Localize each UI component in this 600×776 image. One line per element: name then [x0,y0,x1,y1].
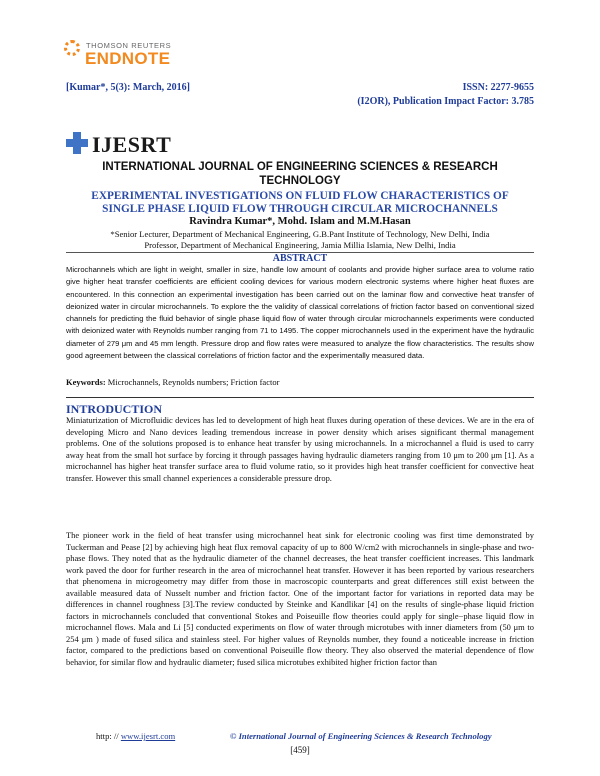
keywords [66,377,534,387]
footer-copyright: © International Journal of Engineering Sciences & Research Technology [230,731,492,741]
affiliation-1: *Senior Lecturer, Department of Mechanical Engineering, G.B.Pant Institute of Technology, New Delhi, India [110,229,490,239]
keywords-text: Microchannels, Reynolds numbers; Friction factor [107,377,280,387]
introduction-paragraph-1: Miniaturization of Microfluidic devices has led to development of high heat fluxes during operation of these devices. We are in the era of developing Micro and Nano devices leading tremendous increase in power density which arises significant thermal management problems. One of the solutions proposed is to enhance heat transfer by using microchannels. In a microchannel a fluid is used to carry away heat from the small hot surface by forcing it through passages having hydraulic diameters ranging from 10 μm to 200 μm [1]. As a microchannel has higher heat transfer surface area to fluid volume ratio, so it provides high heat transfer coefficient for convective heat transfer. However this small channel experiences a considerable pressure drop. [66,415,534,483]
introduction-paragraph-2: The pioneer work in the field of heat transfer using microchannel heat sink for electronic cooling was first time demonstrated by Tuckerman and Pease [2] by achieving high heat flux removal capacity of up to 800 W/cm2 with microchannels in single-phase and two-phase flows. They noted that as the hydraulic diameter of the channel decreases, the heat transfer coefficient increases. This landmark work paved the door for further research in the area of microchannel heat transfer. However it has been reported by various researchers that phenomena in microgeometry may differ from those in macroscopic counterparts and great differences still exist between the available measured data of Nusselt number and friction factor. One of the important factor for variations in reported data may be differences in channel roughness [3].The review conducted by Steinke and Kandlikar [4] on the results of single-phase liquid friction factors in microchannels concluded that conventional Stokes and Poiseuille flow theories could apply for single−phase liquid flow in microchannel flows. Mala and Li [5] conducted experiments on flow of water through microtubes with inner diameters from (50 μm to 254 μm ) made of fused silica and stainless steel. For higher values of Reynolds number, they found a noticeable increase in friction factor, compared to the predictions based on conventional Poiseuille flow theory. They also observed the material dependence of flow behavior, for similar flow and hydraulic diameter; fused silica microtubes exhibited higher friction factor than [66,530,534,667]
keywords-label: Keywords: [66,377,106,387]
affiliation-2: Professor, Department of Mechanical Engineering, Jamia Millia Islamia, New Delhi, India [144,240,456,250]
logo-company: THOMSON REUTERS [86,41,172,50]
plus-icon [66,132,88,154]
footer-url-prefix: http: // [96,731,121,741]
brand-name: IJESRT [92,132,172,157]
citation-header: [Kumar*, 5(3): March, 2016] [66,82,190,93]
authors: Ravindra Kumar*, Mohd. Islam and M.M.Hasan [189,216,411,227]
journal-name-line-1: INTERNATIONAL JOURNAL OF ENGINEERING SCIENCES & RESEARCH [102,161,498,173]
issn-header: ISSN: 2277-9655 [462,82,534,93]
abstract-heading: ABSTRACT [272,253,328,264]
footer-url [96,731,175,741]
journal-name-line-2: TECHNOLOGY [259,175,341,187]
journal-website-link[interactable]: www.ijesrt.com [120,731,176,741]
page-number: [459] [290,745,310,755]
impact-factor-header: (I2OR), Publication Impact Factor: 3.785 [357,96,534,107]
abstract-text: Microchannels which are light in weight, smaller in size, handle low amount of coolants and provide higher surface area to volume ratio give higher heat transfer coefficients are efficient cooling devices for various modern electronic systems where higher heat fluxes are encountered. In this connection an experimental investigation has been carried out on the laminar flow and convective heat transfer of deionized water in circular microchannels. To explore the the validity of classical correlations of friction factor based on conventional sized channels for predicting the fluid behavior of single phase liquid flow of water through circular microchannels experiments were conducted with deionized water with Reynolds number ranging from 71 to 1495. The copper microchannels used in the experiment have the hydraulic diameter of 279 μm and 45 mm length. Pressure drop and flow rates were measured to analyze the flow characteristics. The results show good agreement between the classical correlations of friction factor and the experimentally measured data. [66,265,534,361]
endnote-logo [64,38,214,78]
logo-product: ENDNOTE [85,49,171,68]
introduction-heading: INTRODUCTION [66,402,163,416]
endnote-ring-icon [64,40,80,56]
divider [66,397,534,398]
paper-title-line-2: SINGLE PHASE LIQUID FLOW THROUGH CIRCULAR MICROCHANNELS [102,203,498,215]
paper-title-line-1: EXPERIMENTAL INVESTIGATIONS ON FLUID FLOW CHARACTERISTICS OF [91,190,509,202]
